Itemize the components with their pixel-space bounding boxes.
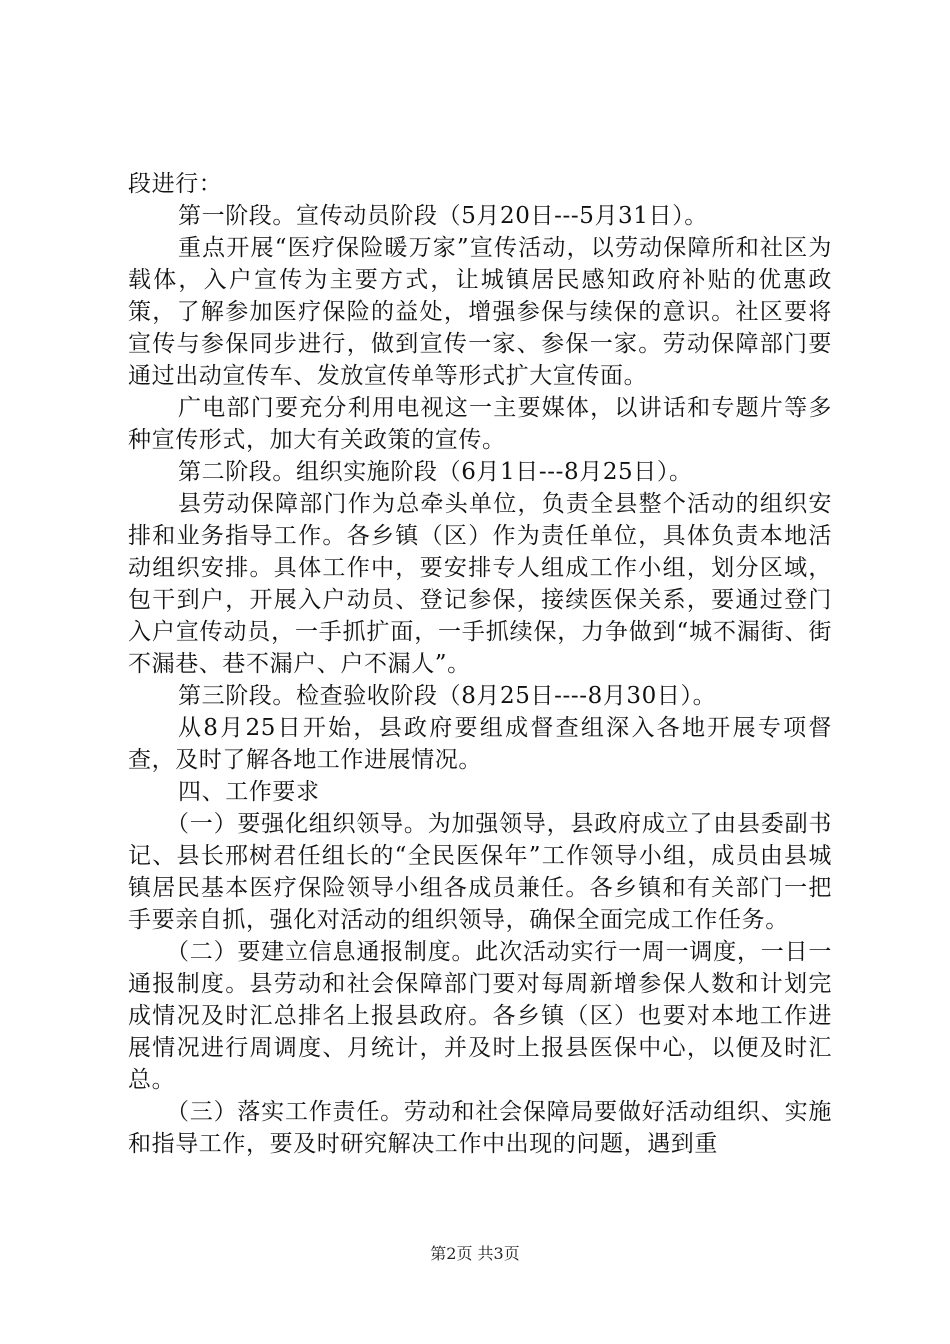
page-number-footer: 第2页 共3页 [430,1244,520,1263]
paragraph-requirement-one: （一）要强化组织领导。为加强领导，县政府成立了由县委副书记、县长邢树君任组长的“全民医保年”工作领导小组，成员由县城镇居民基本医疗保险领导小组各成员兼任。各乡镇和有关部门一把手要亲自抓，强化对活动的组织领导，确保全面完成工作任务。 [128,811,832,933]
paragraph-stage-one-detail: 重点开展“医疗保险暖万家”宣传活动，以劳动保障所和社区为载体，入户宣传为主要方式，让城镇居民感知政府补贴的优惠政策，了解参加医疗保险的益处，增强参保与续保的意识。社区要将宣传与参保同步进行，做到宣传一家、参保一家。劳动保障部门要通过出动宣传车、发放宣传单等形式扩大宣传面。 [128,235,832,389]
paragraph-stage-one-heading: 第一阶段。宣传动员阶段（5月20日---5月31日）。 [178,203,708,229]
paragraph-stage-two-heading: 第二阶段。组织实施阶段（6月1日---8月25日）。 [178,459,693,485]
paragraph-stage-three-detail: 从8月25日开始，县政府要组成督查组深入各地开展专项督查，及时了解各地工作进展情况。 [128,715,832,773]
paragraph-stage-three-heading: 第三阶段。检查验收阶段（8月25日----8月30日）。 [178,683,717,709]
paragraph-broadcast-department: 广电部门要充分利用电视这一主要媒体，以讲话和专题片等多种宣传形式，加大有关政策的宣传。 [128,395,832,453]
paragraph-requirement-three: （三）落实工作责任。劳动和社会保障局要做好活动组织、实施和指导工作，要及时研究解决工作中出现的问题，遇到重 [128,1099,832,1157]
paragraph-requirement-two: （二）要建立信息通报制度。此次活动实行一周一调度，一日一通报制度。县劳动和社会保障部门要对每周新增参保人数和计划完成情况及时汇总排名上报县政府。各乡镇（区）也要对本地工作进展情况进行周调度、月统计，并及时上报县医保中心，以便及时汇总。 [128,939,832,1093]
document-body [128,168,832,1160]
section-heading-work-requirements: 四、工作要求 [178,779,320,805]
paragraph-continuation: 段进行： [128,171,223,197]
paragraph-stage-two-detail: 县劳动保障部门作为总牵头单位，负责全县整个活动的组织安排和业务指导工作。各乡镇（区）作为责任单位，具体负责本地活动组织安排。具体工作中，要安排专人组成工作小组，划分区域，包干到户，开展入户动员、登记参保，接续医保关系，要通过登门入户宣传动员，一手抓扩面，一手抓续保，力争做到“城不漏街、街不漏巷、巷不漏户、户不漏人”。 [128,491,832,677]
